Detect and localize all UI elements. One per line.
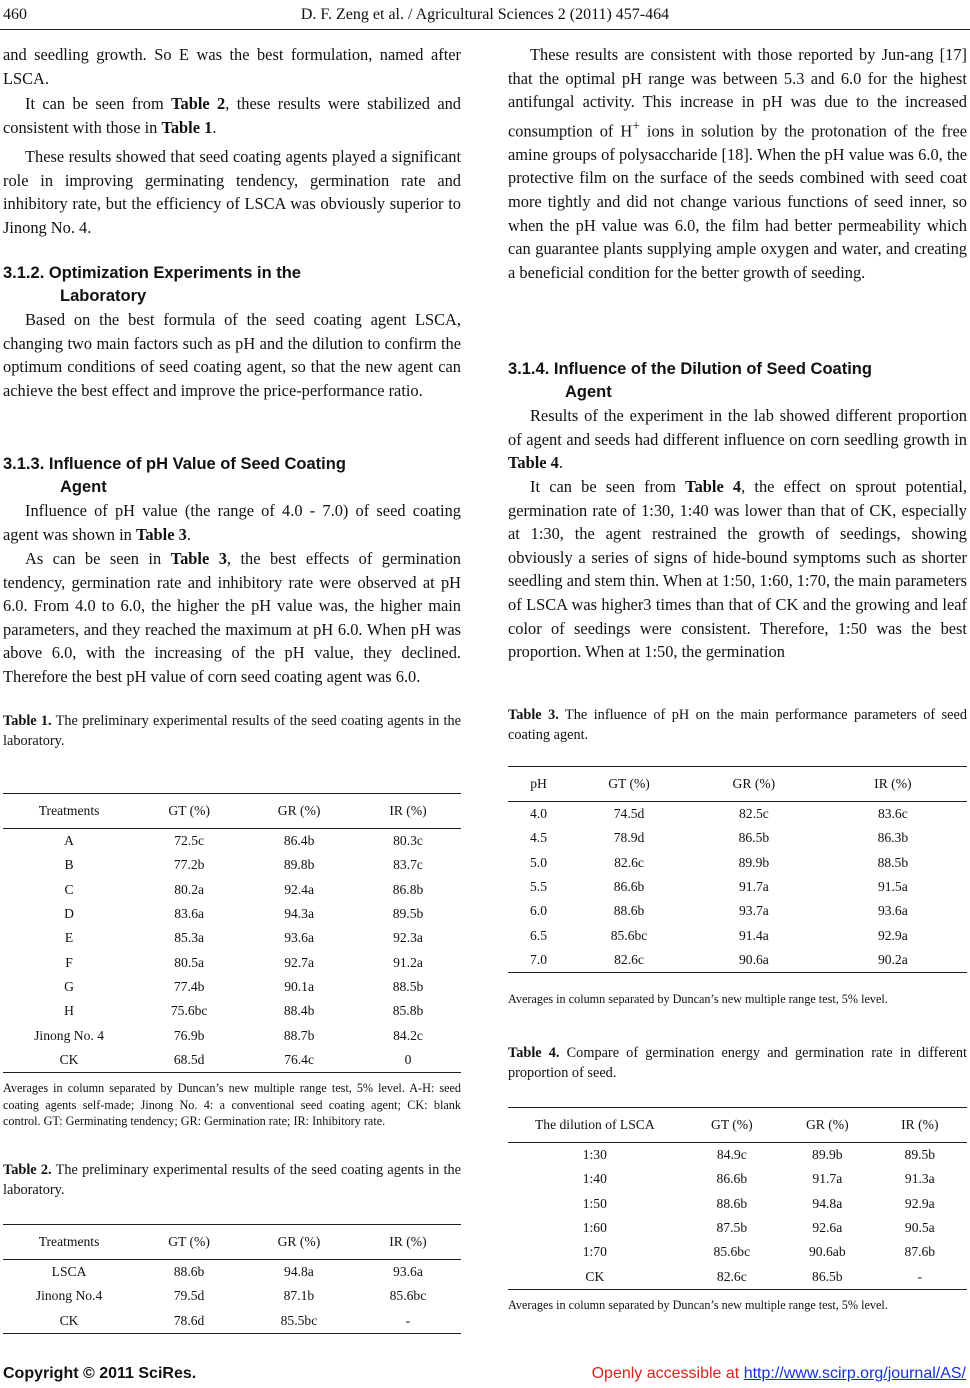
- table-row: [3, 975, 461, 999]
- table-cell: CK: [508, 1264, 682, 1289]
- table-cell: 85.6bc: [610, 927, 648, 943]
- table-cell: CK: [3, 1048, 135, 1073]
- table-cell: 86.5b: [782, 1264, 873, 1289]
- section-heading-3-1-3: [3, 453, 461, 499]
- table-cell: 86.3b: [877, 830, 909, 846]
- table-reference: Table 1.: [3, 713, 52, 729]
- table-cell: 85.6bc: [713, 1244, 751, 1260]
- table-cell: 94.3a: [284, 906, 315, 922]
- table-row: [3, 1309, 461, 1334]
- text-run: Results of the experiment in the lab showed different proportion of agent and seeds had different influence on corn seedling growth in: [508, 406, 967, 449]
- table-reference: Table 2: [171, 94, 226, 113]
- column-header: Treatments: [3, 794, 135, 829]
- table-row: [508, 1264, 967, 1289]
- text-run: These results showed that seed coating agents played a significant role in improving germinating tendency, germination rate and inhibitory rate, but the efficiency of LSCA was obviously superior to Jinong No. 4.: [3, 147, 461, 237]
- table1-note: Averages in column separated by Duncan’s new multiple range test, 5% level. A-H: seed coating agents self-made; Jinong No. 4: a conventional seed coating agent; CK: blank control. GT: Germinating tendency; GR: Germination rate; IR: Inhibitory rate.: [3, 1081, 461, 1128]
- heading-text: 3.1.2. Optimization Experiments in the: [3, 264, 301, 282]
- paragraph: [508, 475, 967, 664]
- table-cell: 72.5c: [174, 833, 205, 849]
- table-cell: 91.3a: [904, 1171, 935, 1187]
- table-cell: A: [64, 833, 74, 849]
- table-cell: 93.6a: [877, 903, 908, 919]
- table-cell: 80.5a: [174, 954, 205, 970]
- column-header: GR (%): [243, 794, 355, 829]
- table-cell: 89.5b: [392, 906, 424, 922]
- text-run: Influence of pH value (the range of 4.0 - 7.0) of seed coating agent was shown in: [3, 501, 461, 544]
- table-cell: 78.6d: [135, 1309, 243, 1334]
- table-row: [508, 826, 967, 850]
- text-run: As can be seen in: [25, 549, 171, 568]
- text-run: .: [558, 453, 563, 473]
- text-run: These results are consistent with those reported by Jun-ang [17] that the optimal pH range was between 5.3 and 6.0 for the highest antifungal activity. This increase in pH was due to the increased consumption of H: [508, 45, 967, 141]
- table-reference: Table 2.: [3, 1162, 52, 1178]
- table-row: [3, 902, 461, 926]
- table-row: [508, 1216, 967, 1240]
- table-cell: 1:50: [582, 1195, 607, 1211]
- paragraph: [508, 404, 967, 475]
- table-cell: 4.0: [530, 806, 547, 822]
- text-run: , the effect on sprout potential, germination rate of 1:30, 1:40 was lower than that of CK, especially at 1:30, the agent restrained the growth of seedings, showing obviously a series of signs of hide-bound symptoms such as shorter seedling and stem thin. When at 1:50, 1:60, 1:70, the main parameters of LSCA was higher3 times than that of CK and the growing and leaf color of seedings were consistent. Therefore, 1:50 was the best proportion. When at 1:50, the germination: [508, 477, 967, 662]
- table-cell: 86.6b: [613, 879, 645, 895]
- table-reference: Table 4: [685, 477, 742, 496]
- table2-caption: [3, 1160, 461, 1200]
- table1: [3, 793, 461, 1073]
- table-cell: 0: [355, 1048, 461, 1073]
- text-run: ions in solution by the protonation of the free amine groups of polysaccharide [18]. When the pH value was 6.0, the protective film on the surface of the seeds combined with seed coat more tightly and did not change various functions of seed inner, so when the pH value was 6.0, the film had better permeability which can guarantee plants supplying ample oxygen and water, and creating a beneficial condition for the better growth of seeding.: [508, 121, 967, 282]
- paragraph: [3, 43, 461, 90]
- column-header: GR (%): [243, 1225, 355, 1260]
- text-run: The preliminary experimental results of the seed coating agents in the laboratory.: [3, 713, 461, 749]
- open-access-label: Openly accessible at: [591, 1365, 744, 1382]
- column-header: GT (%): [682, 1108, 782, 1143]
- table-header-row: [508, 1108, 967, 1143]
- table-cell: 92.7a: [284, 954, 315, 970]
- column-header: Treatments: [3, 1225, 135, 1260]
- table-cell: 6.5: [530, 927, 547, 943]
- table-cell: 88.4b: [283, 1003, 315, 1019]
- table-cell: 75.6bc: [170, 1003, 208, 1019]
- column-header: GR (%): [689, 767, 819, 802]
- table-cell: 92.9a: [877, 927, 908, 943]
- table-header-row: [3, 1225, 461, 1260]
- table-cell: 91.7a: [738, 879, 769, 895]
- journal-link[interactable]: http://www.scirp.org/journal/AS/: [743, 1365, 966, 1382]
- table-row: [508, 1143, 967, 1168]
- table-row: [3, 853, 461, 877]
- table-cell: 78.9d: [613, 830, 645, 846]
- table-cell: 4.5: [530, 830, 547, 846]
- table-cell: 68.5d: [135, 1048, 243, 1073]
- column-header: GR (%): [782, 1108, 873, 1143]
- table-cell: Jinong No.4: [35, 1288, 103, 1304]
- copyright: Copyright © 2011 SciRes.: [3, 1365, 197, 1382]
- table2: [3, 1224, 461, 1334]
- table-cell: 94.8a: [284, 1264, 314, 1280]
- table3: [508, 766, 967, 973]
- table-cell: 85.5bc: [243, 1309, 355, 1334]
- table-cell: 94.8a: [812, 1195, 843, 1211]
- table-cell: 89.8b: [283, 857, 315, 873]
- table-cell: 89.9b: [738, 854, 770, 870]
- table-row: [508, 1167, 967, 1191]
- column-header: IR (%): [873, 1108, 967, 1143]
- table-cell: 93.6a: [393, 1264, 423, 1280]
- paragraph: [3, 92, 461, 139]
- table-cell: B: [64, 857, 74, 873]
- table-reference: Table 4: [508, 453, 559, 473]
- page-number: 460: [3, 6, 27, 23]
- table-cell: 92.9a: [904, 1195, 935, 1211]
- column-header: IR (%): [355, 794, 461, 829]
- table-cell: 1:30: [582, 1147, 607, 1163]
- table-cell: 89.5b: [904, 1147, 936, 1163]
- table-cell: 82.6c: [682, 1264, 782, 1289]
- table-cell: 88.6b: [613, 903, 645, 919]
- paragraph: [508, 43, 967, 284]
- table-row: [3, 878, 461, 902]
- table-row: [508, 802, 967, 827]
- table-row: [508, 1240, 967, 1264]
- table-cell: 5.0: [530, 854, 547, 870]
- table-row: [508, 899, 967, 923]
- heading-text: Agent: [565, 383, 612, 401]
- table-cell: F: [65, 954, 73, 970]
- text-run: and seedling growth. So E was the best formulation, named after LSCA.: [3, 45, 461, 88]
- table-cell: -: [355, 1309, 461, 1334]
- section-heading-3-1-4: [508, 358, 967, 404]
- table-cell: 90.5a: [904, 1220, 935, 1236]
- table-cell: H: [64, 1003, 74, 1019]
- table-cell: 85.8b: [392, 1003, 424, 1019]
- table-cell: 76.9b: [173, 1027, 205, 1043]
- table-cell: 88.7b: [283, 1027, 315, 1043]
- section-heading-3-1-2: [3, 262, 461, 308]
- table-row: [3, 1023, 461, 1047]
- table-cell: 85.3a: [174, 930, 205, 946]
- table4-caption: [508, 1043, 967, 1083]
- column-header: GT (%): [135, 1225, 243, 1260]
- text-run: It can be seen from: [530, 477, 686, 496]
- table-cell: 91.4a: [738, 927, 769, 943]
- paragraph: [3, 499, 461, 546]
- table-cell: 84.2c: [393, 1027, 423, 1043]
- table-cell: 90.6a: [689, 948, 819, 973]
- column-header: IR (%): [355, 1225, 461, 1260]
- table-reference: Table 3: [135, 524, 187, 544]
- text-run: The preliminary experimental results of the seed coating agents in the laboratory.: [3, 1162, 461, 1198]
- paragraph: [3, 547, 461, 689]
- text-run: Compare of germination energy and germination rate in different proportion of seed.: [508, 1045, 967, 1081]
- table-cell: 88.6b: [716, 1195, 748, 1211]
- text-run: .: [186, 524, 191, 544]
- table-cell: 91.5a: [877, 879, 908, 895]
- table-cell: 82.6c: [569, 948, 689, 973]
- table-cell: 83.6c: [877, 806, 908, 822]
- table-row: [508, 948, 967, 973]
- table-cell: 91.7a: [812, 1171, 843, 1187]
- table-row: [508, 851, 967, 875]
- heading-text: Laboratory: [60, 287, 147, 305]
- heading-text: 3.1.3. Influence of pH Value of Seed Coating: [3, 455, 346, 473]
- table-cell: 77.4b: [173, 978, 205, 994]
- table-cell: 86.8b: [392, 881, 424, 897]
- column-header: The dilution of LSCA: [508, 1108, 682, 1143]
- table-reference: Table 1: [161, 117, 213, 137]
- table-cell: 88.5b: [392, 978, 424, 994]
- table-cell: 87.6b: [904, 1244, 936, 1260]
- paragraph: [3, 145, 461, 239]
- table3-caption: [508, 705, 967, 745]
- table-cell: 74.5d: [613, 806, 645, 822]
- table-reference: Table 3: [170, 549, 227, 568]
- text-run: .: [212, 117, 217, 137]
- table-cell: 88.6b: [173, 1264, 205, 1280]
- table-cell: 6.0: [530, 903, 547, 919]
- paragraph: [3, 308, 461, 402]
- table-cell: 7.0: [508, 948, 569, 973]
- table3-note: Averages in column separated by Duncan’s new multiple range test, 5% level.: [508, 992, 888, 1006]
- text-run: Based on the best formula of the seed coating agent LSCA, changing two main factors such as pH and the dilution to confirm the optimum conditions of seed coating agent, so that the new agent can achieve the best effect and improve the price-performance ratio.: [3, 310, 461, 400]
- table-cell: 76.4c: [243, 1048, 355, 1073]
- table-cell: C: [64, 881, 74, 897]
- table-row: [508, 1192, 967, 1216]
- table-row: [3, 1260, 461, 1285]
- table-row: [3, 1048, 461, 1073]
- table1-caption: [3, 711, 461, 751]
- column-header: GT (%): [569, 767, 689, 802]
- table-cell: 82.5c: [738, 806, 769, 822]
- column-header: IR (%): [819, 767, 967, 802]
- table-row: [3, 950, 461, 974]
- table-cell: 86.4b: [283, 833, 315, 849]
- table4-note: Averages in column separated by Duncan’s new multiple range test, 5% level.: [508, 1298, 888, 1312]
- table-cell: 83.7c: [393, 857, 423, 873]
- table-cell: 90.1a: [284, 978, 315, 994]
- table-header-row: [508, 767, 967, 802]
- table-cell: -: [873, 1264, 967, 1289]
- table-cell: 80.3c: [393, 833, 423, 849]
- table-row: [3, 1284, 461, 1308]
- table-cell: 83.6a: [174, 906, 205, 922]
- table-cell: 86.6b: [716, 1171, 748, 1187]
- table-cell: 82.6c: [614, 854, 644, 870]
- table-cell: 84.9c: [716, 1147, 747, 1163]
- table-cell: 86.5b: [738, 830, 770, 846]
- table-cell: 90.2a: [819, 948, 967, 973]
- table-cell: 90.6ab: [809, 1244, 846, 1260]
- heading-text: Agent: [60, 478, 107, 496]
- table-cell: 88.5b: [877, 854, 909, 870]
- table-cell: 92.6a: [812, 1220, 843, 1236]
- table-cell: G: [64, 978, 74, 994]
- table-cell: 92.4a: [284, 881, 315, 897]
- table-cell: 85.6bc: [389, 1288, 427, 1304]
- open-access-notice: [592, 1365, 966, 1383]
- table-cell: D: [64, 906, 74, 922]
- table-cell: 77.2b: [173, 857, 205, 873]
- table-cell: 91.2a: [393, 954, 423, 970]
- column-header: pH: [508, 767, 569, 802]
- table-row: [3, 999, 461, 1023]
- table-row: [3, 926, 461, 950]
- table-cell: CK: [3, 1309, 135, 1334]
- table-cell: 1:60: [582, 1220, 607, 1236]
- table-cell: 92.3a: [393, 930, 423, 946]
- table-cell: 87.1b: [283, 1288, 315, 1304]
- table-cell: 5.5: [530, 879, 547, 895]
- table-cell: 93.6a: [284, 930, 315, 946]
- header-rule: [0, 29, 970, 30]
- column-header: GT (%): [135, 794, 243, 829]
- table-reference: Table 3.: [508, 707, 559, 723]
- table-row: [508, 875, 967, 899]
- heading-text: 3.1.4. Influence of the Dilution of Seed Coating: [508, 360, 872, 378]
- table-cell: 79.5d: [173, 1288, 205, 1304]
- text-run: , the best effects of germination tendency, germination rate and inhibitory rate were observed at pH 6.0. From 4.0 to 6.0, the higher the pH value was, the higher main parameters, and they reached the maximum at pH 6.0. When pH was above 6.0, with the increasing of the pH value, they declined. Therefore the best pH value of corn seed coating agent was 6.0.: [3, 549, 461, 686]
- table-cell: 1:40: [582, 1171, 607, 1187]
- table-cell: LSCA: [51, 1264, 87, 1280]
- table-cell: 80.2a: [174, 881, 205, 897]
- text-run: , these results were stabilized and consistent with those in: [3, 94, 461, 137]
- running-title: D. F. Zeng et al. / Agricultural Sciences 2 (2011) 457-464: [300, 6, 670, 23]
- table4: [508, 1107, 967, 1290]
- superscript: +: [632, 117, 640, 133]
- table-header-row: [3, 794, 461, 829]
- table-reference: Table 4.: [508, 1045, 560, 1061]
- table-cell: Jinong No. 4: [34, 1027, 104, 1043]
- table-cell: 1:70: [582, 1244, 607, 1260]
- table-cell: 93.7a: [738, 903, 769, 919]
- table-cell: 87.5b: [716, 1220, 748, 1236]
- table-cell: E: [64, 930, 74, 946]
- table-row: [3, 829, 461, 854]
- text-run: The influence of pH on the main performance parameters of seed coating agent.: [508, 707, 967, 743]
- text-run: It can be seen from: [25, 94, 172, 113]
- table-cell: 89.9b: [812, 1147, 843, 1163]
- table-row: [508, 923, 967, 947]
